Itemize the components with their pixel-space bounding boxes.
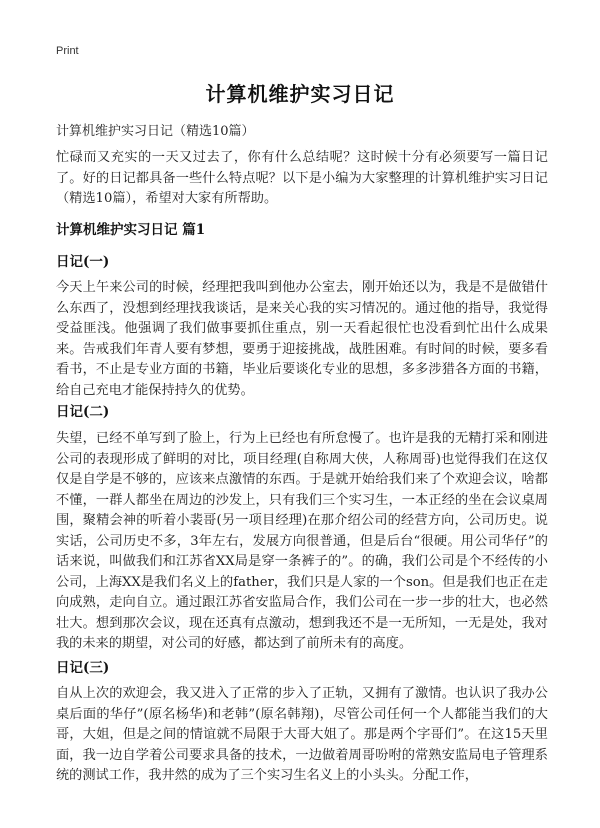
- entry-heading-1: 日记(一): [56, 254, 110, 270]
- document-subtitle: 计算机维护实习日记（精选10篇）: [56, 124, 255, 139]
- entry-heading-2: 日记(二): [56, 404, 110, 420]
- entry-heading-3: 日记(三): [56, 660, 110, 676]
- entry-body-1: 今天上午来公司的时候，经理把我叫到他办公室去，刚开始还以为，我是不是做错什么东西了，没想到经理找我谈话，是来关心我的实习情况的。通过他的指导，我觉得受益匪浅。他强调了我们做事要抓住重点，别一天看起很忙也没看到忙出什么成果来。告戒我们年青人要有梦想，要勇于迎接挑战，战胜困难。有时间的时候，要多看看书，不止是专业方面的书籍，毕业后要谈化专业的思想，多多涉猎各方面的书籍，给自己充电才能保持持久的优势。: [56, 280, 548, 398]
- entry-body-3: 自从上次的欢迎会，我又进入了正常的步入了正轨，又拥有了激情。也认识了我办公桌后面的华仔”(原名杨华)和老韩”(原名韩翔)，尽管公司任何一个人都能当我们的大哥，大姐，但是之间的情谊就不局限于大哥大姐了。那是两个字哥们”。在这15天里面，我一边自学着公司要求具备的技术，一边做着周哥吩咐的常熟安监局电子管理系统的测试工作，我井然的成为了三个实习生名义上的小头头。分配工作，: [56, 686, 548, 783]
- page-title: 计算机维护实习日记: [205, 82, 395, 106]
- section-heading: 计算机维护实习日记 篇1: [56, 222, 206, 238]
- intro-paragraph: 忙碌而又充实的一天又过去了，你有什么总结呢？这时候十分有必须要写一篇日记了。好的日记都具备一些什么特点呢？以下是小编为大家整理的计算机维护实习日记（精选10篇），希望对大家有所帮助。: [56, 150, 548, 206]
- entry-body-2: 失望，已经不单写到了脸上，行为上已经也有所怠慢了。也许是我的无精打采和刚进公司的表现形成了鲜明的对比，项目经理(自称周大侠，人称周哥)也觉得我们在这仅仅是自学是不够的，应该来点激情的东西。于是就开始给我们来了个欢迎会议，啥都不懂，一群人都坐在周边的沙发上，只有我们三个实习生，一本正经的坐在会议桌周围，聚精会神的听着小裴哥(另一项目经理)在那介绍公司的经营方向，公司历史。说实话，公司历史不多，3年左右，发展方向很普通，但是后台“很硬。用公司华仔”的话来说，叫做我们和江苏省XX局是穿一条裤子的”。的确，我们公司是个不经传的小公司，上海XX是我们名义上的father，我们只是人家的一个son。但是我们也正在走向成熟，走向自立。通过跟江苏省安监局合作，我们公司在一步一步的壮大，也必然壮大。想到那次会议，现在还真有点激动，想到我还不是一无所知，一无是处，我对我的未来的期望，对公司的好感，都达到了前所未有的高度。: [56, 431, 548, 651]
- print-link[interactable]: Print: [56, 45, 79, 57]
